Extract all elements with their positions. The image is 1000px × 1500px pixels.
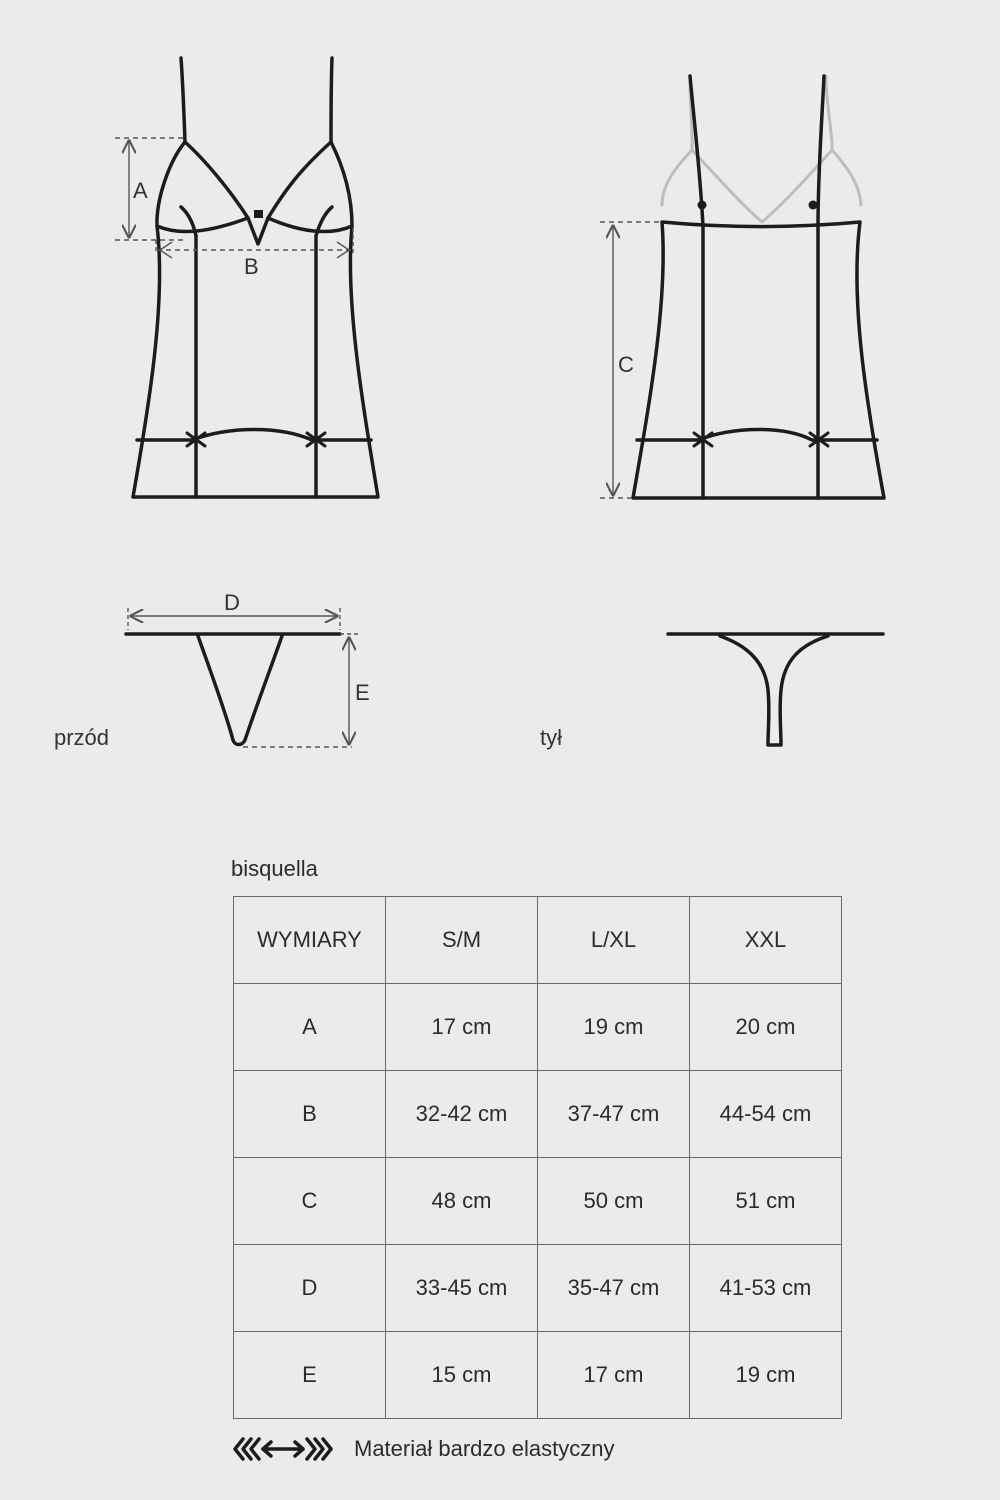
table-row xyxy=(234,984,842,1071)
table-cell: C xyxy=(234,1158,386,1245)
table-cell: 15 cm xyxy=(386,1332,538,1419)
table-cell: 41-53 cm xyxy=(690,1245,842,1332)
table-cell: 33-45 cm xyxy=(386,1245,538,1332)
center-bow xyxy=(254,210,263,218)
table-cell: 50 cm xyxy=(538,1158,690,1245)
table-header-row xyxy=(234,897,842,984)
thong-front-drawing xyxy=(126,634,340,745)
table-cell: 37-47 cm xyxy=(538,1071,690,1158)
table-cell: 48 cm xyxy=(386,1158,538,1245)
table-cell: 35-47 cm xyxy=(538,1245,690,1332)
center-gore xyxy=(248,218,268,244)
stretch-arrows-icon xyxy=(233,1432,333,1466)
table-cell: A xyxy=(234,984,386,1071)
product-name: bisquella xyxy=(231,856,318,881)
thong-back-drawing xyxy=(668,634,883,745)
left-cup xyxy=(157,142,248,232)
right-cup xyxy=(268,142,352,232)
back-hem-band xyxy=(637,430,877,441)
table-cell: 20 cm xyxy=(690,984,842,1071)
table-cell: 17 cm xyxy=(538,1332,690,1419)
header-cell: S/M xyxy=(386,897,538,984)
table-cell: 32-42 cm xyxy=(386,1071,538,1158)
size-table xyxy=(233,896,842,1419)
dimension-a xyxy=(115,138,183,240)
table-cell: E xyxy=(234,1332,386,1419)
header-cell: L/XL xyxy=(538,897,690,984)
front-label: przód xyxy=(54,725,110,750)
back-body-outline xyxy=(633,222,884,498)
back-label: tył xyxy=(540,725,562,750)
label-a: A xyxy=(133,178,148,203)
legend-text: Materiał bardzo elastyczny xyxy=(354,1436,615,1461)
table-cell: D xyxy=(234,1245,386,1332)
label-e: E xyxy=(355,680,370,705)
table-cell: 17 cm xyxy=(386,984,538,1071)
right-strap xyxy=(331,58,332,142)
label-d: D xyxy=(224,590,240,615)
table-row xyxy=(234,1071,842,1158)
table-cell: B xyxy=(234,1071,386,1158)
table-cell: 19 cm xyxy=(538,984,690,1071)
table-cell: 44-54 cm xyxy=(690,1071,842,1158)
chemise-back-drawing xyxy=(633,76,884,498)
elasticity-legend xyxy=(233,1432,614,1466)
table-row xyxy=(234,1245,842,1332)
left-strap xyxy=(181,58,185,142)
back-right-strap xyxy=(818,76,824,226)
header-cell: XXL xyxy=(690,897,842,984)
label-c: C xyxy=(618,352,634,377)
header-cell: WYMIARY xyxy=(234,897,386,984)
label-b: B xyxy=(244,254,259,279)
table-row xyxy=(234,1332,842,1419)
table-cell: 51 cm xyxy=(690,1158,842,1245)
table-row xyxy=(234,1158,842,1245)
table-cell: 19 cm xyxy=(690,1332,842,1419)
hem-band xyxy=(137,430,371,441)
